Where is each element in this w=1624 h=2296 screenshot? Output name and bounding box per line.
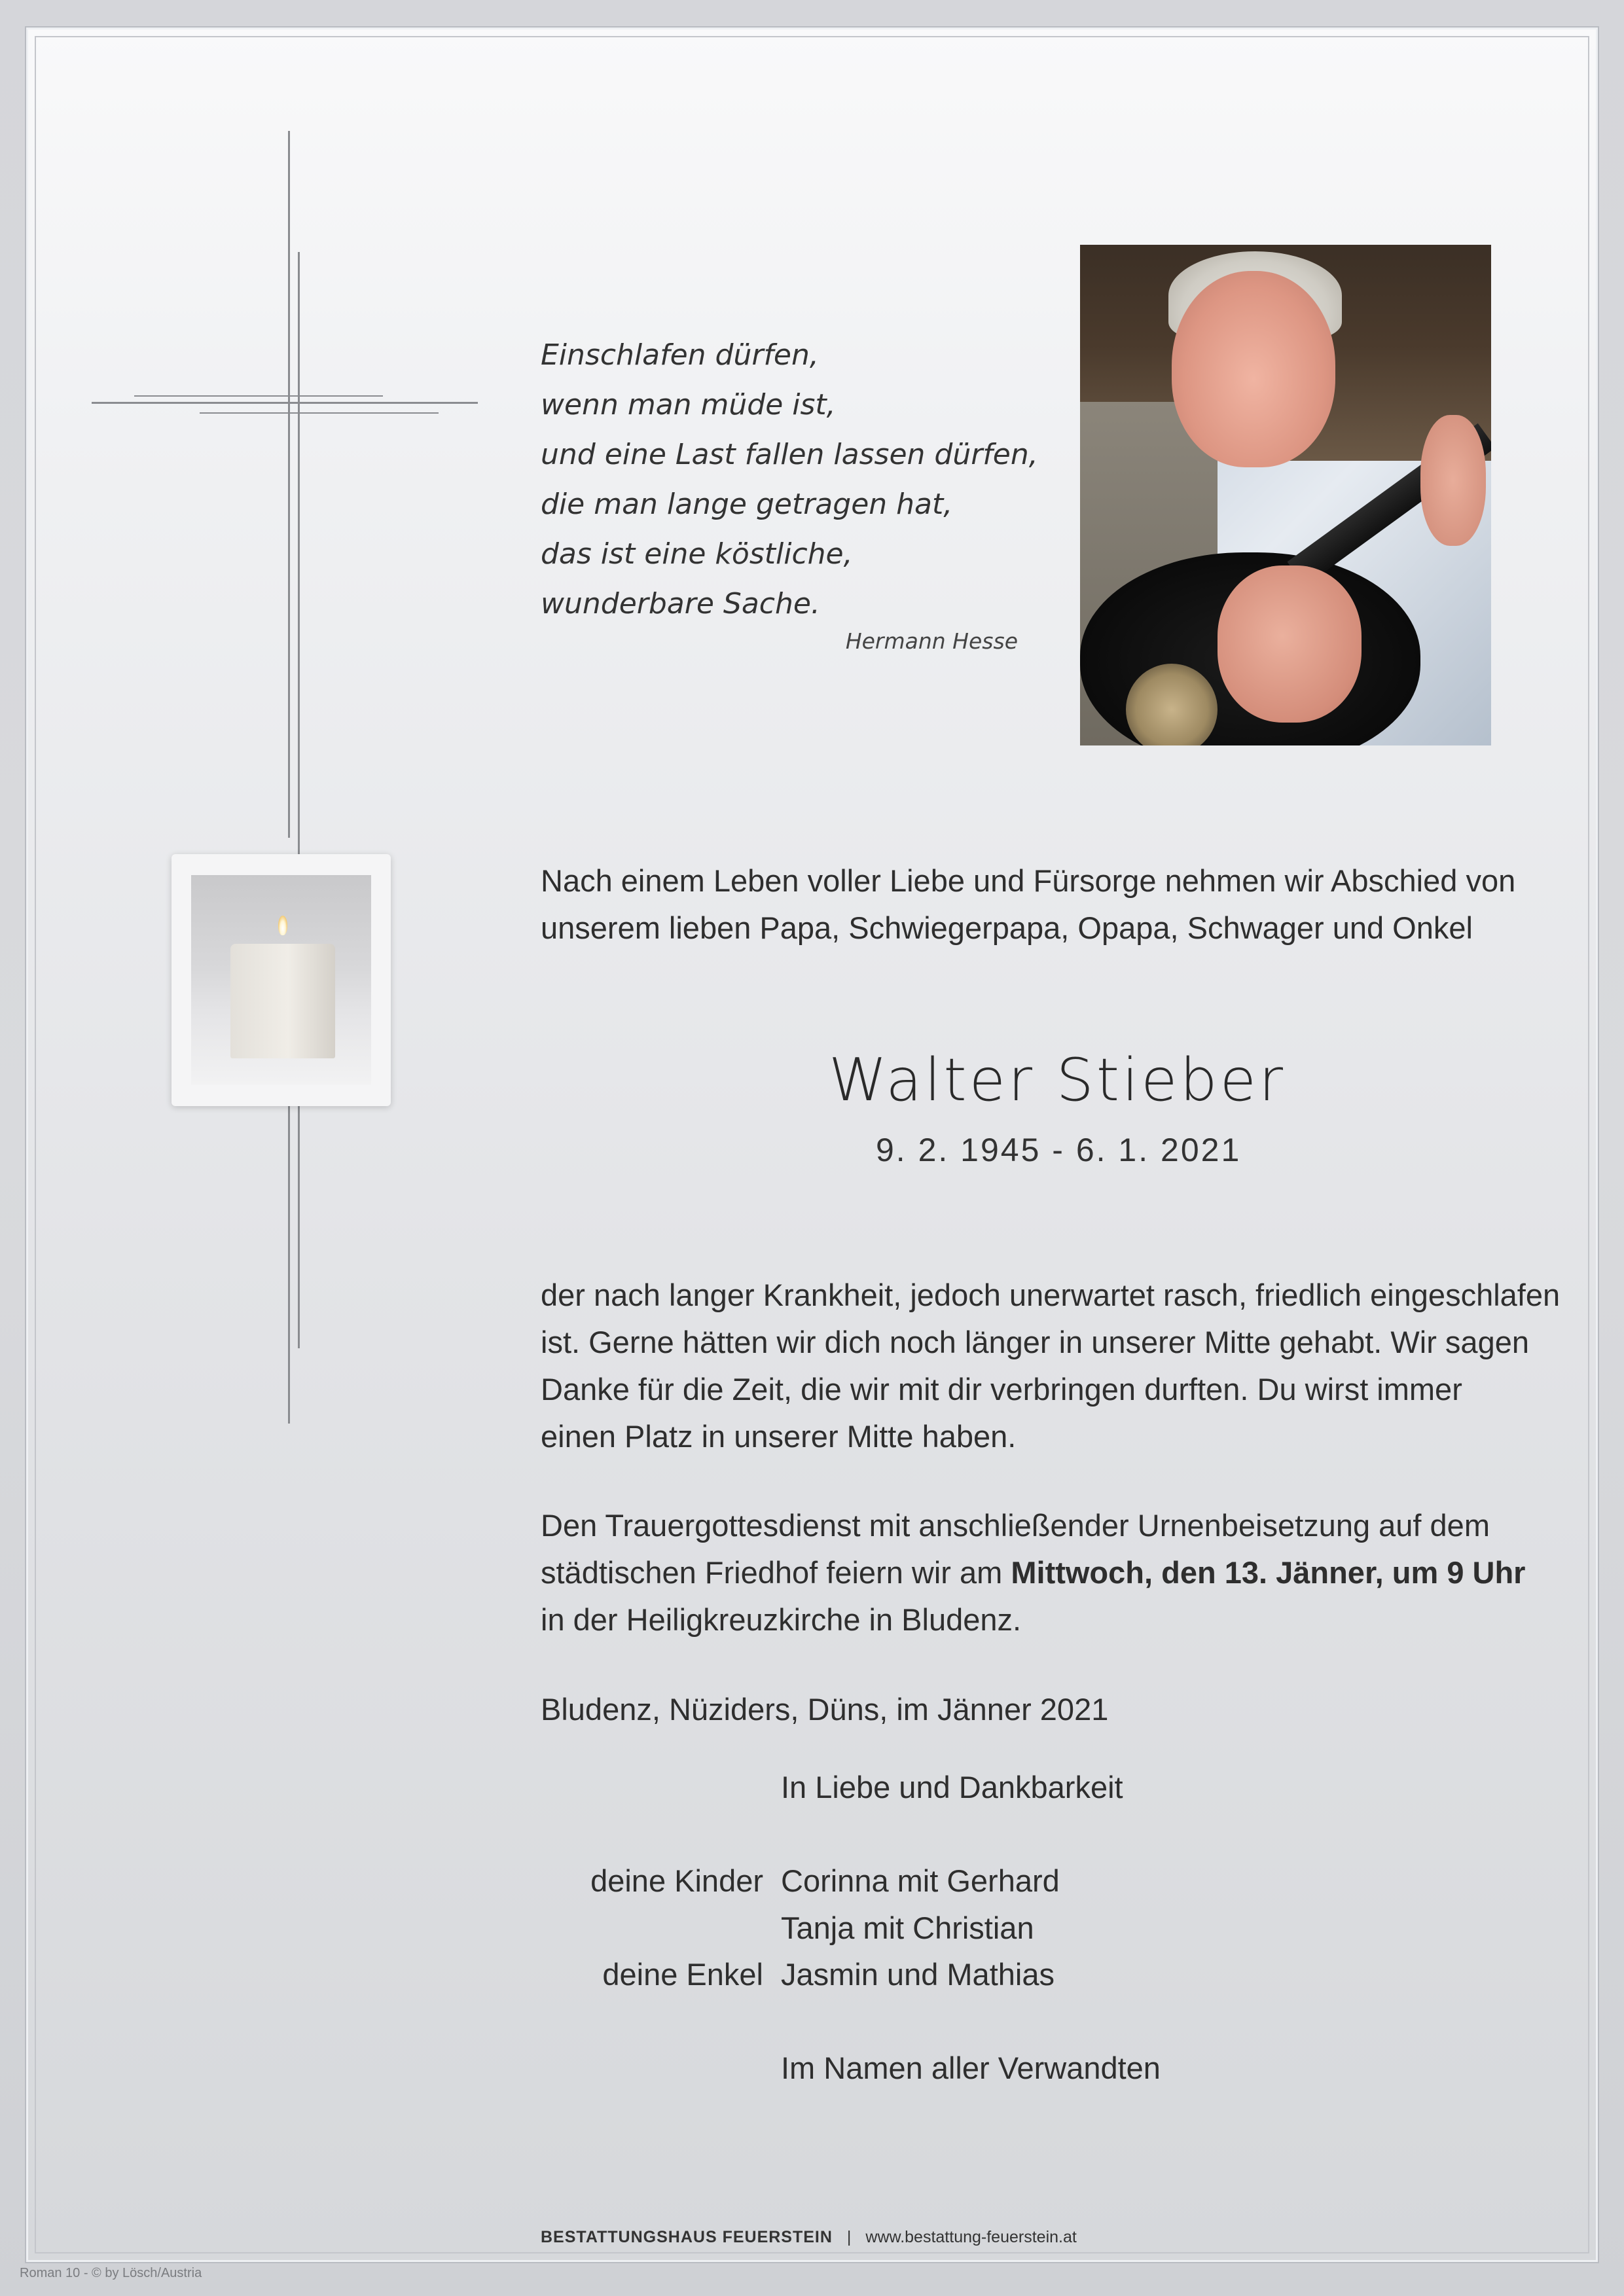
message-text <box>541 1272 1560 1460</box>
poem-author: Hermann Hesse <box>845 628 1018 654</box>
candle-flame <box>278 916 287 935</box>
cross-horizontal-line <box>92 402 478 404</box>
signature-name: Jasmin und Mathias <box>781 1957 1055 1992</box>
service-datetime: Mittwoch, den 13. Jänner, um 9 Uhr <box>1011 1555 1526 1590</box>
cross-vertical-line <box>298 252 300 854</box>
candle-image-frame <box>171 854 391 1106</box>
cross-vertical-line <box>288 131 290 838</box>
signature-name: Tanja mit Christian <box>781 1910 1034 1945</box>
portrait-photo <box>1080 245 1491 745</box>
service-line <box>541 1549 1525 1596</box>
service-line-prefix: städtischen Friedhof feiern wir am <box>541 1555 1011 1590</box>
signature-name: Corinna mit Gerhard <box>781 1863 1060 1898</box>
message-line: der nach langer Krankheit, jedoch unerwartet rasch, friedlich eingeschlafen <box>541 1278 1561 1312</box>
relatives-line: Im Namen aller Verwandten <box>781 2051 1161 2085</box>
closing-line: In Liebe und Dankbarkeit <box>781 1770 1123 1804</box>
poem-line: und eine Last fallen lassen dürfen, <box>541 438 1038 471</box>
cross-horizontal-line <box>200 412 439 414</box>
intro-text <box>541 857 1515 952</box>
message-line: ist. Gerne hätten wir dich noch länger in unserer Mitte gehabt. Wir sagen <box>541 1325 1529 1359</box>
place-date: Bludenz, Nüziders, Düns, im Jänner 2021 <box>541 1692 1109 1727</box>
message-line: einen Platz in unserer Mitte haben. <box>541 1419 1017 1454</box>
message-line: Danke für die Zeit, die wir mit dir verbringen durften. Du wirst immer <box>541 1372 1462 1407</box>
group-label-enkel: deine Enkel <box>602 1957 763 1992</box>
poem-line: das ist eine köstliche, <box>541 537 853 571</box>
footer <box>541 2228 1077 2247</box>
candle-body <box>230 944 335 1058</box>
cross-horizontal-line <box>134 395 383 397</box>
poem-line: wenn man müde ist, <box>541 388 836 422</box>
cross-vertical-line <box>288 1106 290 1424</box>
poem-line: die man lange getragen hat, <box>541 488 953 521</box>
service-line: in der Heiligkreuzkirche in Bludenz. <box>541 1602 1022 1637</box>
group-label-kinder: deine Kinder <box>590 1863 763 1898</box>
cross-vertical-line <box>298 1106 300 1348</box>
candle-icon <box>191 875 371 1085</box>
service-text <box>541 1502 1525 1643</box>
funeral-home-name: BESTATTUNGSHAUS FEUERSTEIN <box>541 2228 833 2246</box>
intro-line: unserem lieben Papa, Schwiegerpapa, Opapa, Schwager und Onkel <box>541 910 1473 945</box>
template-credit: Roman 10 - © by Lösch/Austria <box>20 2266 202 2280</box>
intro-line: Nach einem Leben voller Liebe und Fürsorge nehmen wir Abschied von <box>541 863 1516 898</box>
poem-line: wunderbare Sache. <box>541 587 820 620</box>
funeral-home-website[interactable]: www.bestattung-feuerstein.at <box>865 2228 1077 2246</box>
service-line: Den Trauergottesdienst mit anschließender Urnenbeisetzung auf dem <box>541 1508 1490 1543</box>
poem <box>541 331 1064 629</box>
life-dates: 9. 2. 1945 - 6. 1. 2021 <box>876 1132 1242 1168</box>
deceased-name: Walter Stieber <box>829 1046 1286 1115</box>
poem-line: Einschlafen dürfen, <box>541 338 819 372</box>
footer-separator: | <box>846 2228 852 2246</box>
